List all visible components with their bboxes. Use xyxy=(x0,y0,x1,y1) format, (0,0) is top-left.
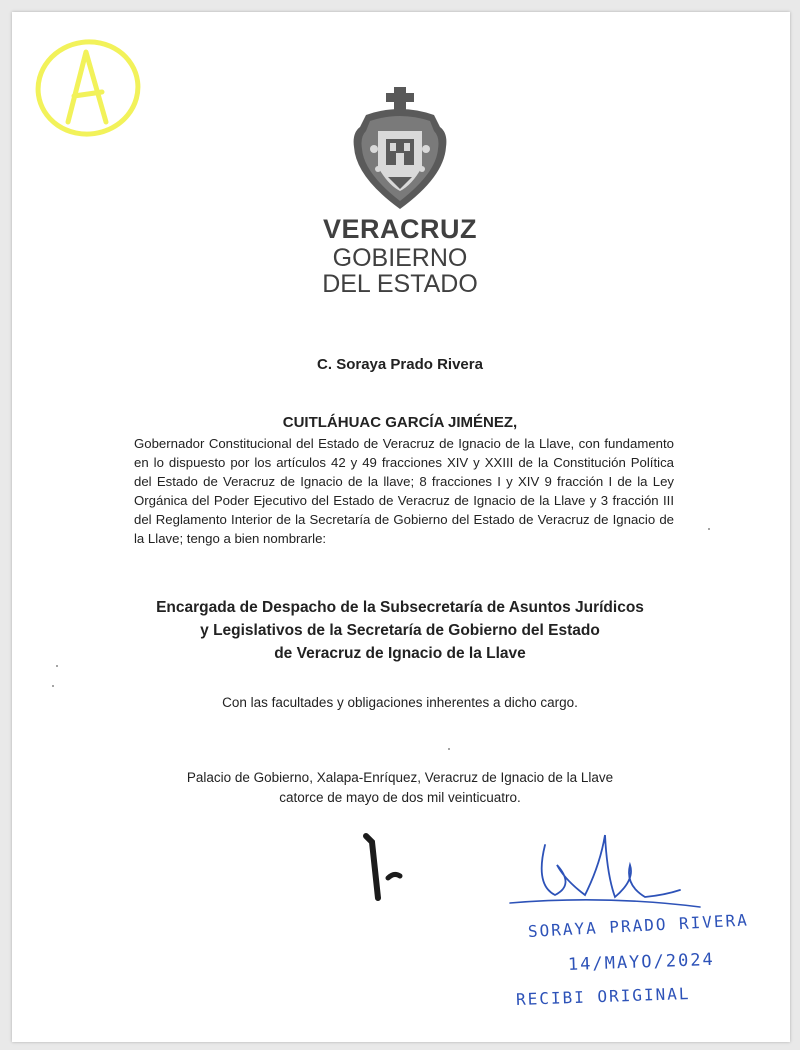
scan-speck xyxy=(708,528,710,530)
addressee-name: C. Soraya Prado Rivera xyxy=(317,356,483,373)
appointment-line-1: Encargada de Despacho de la Subsecretaría de Asuntos Jurídicos xyxy=(156,599,644,616)
handwritten-name: SORAYA PRADO RIVERA xyxy=(527,910,750,941)
handwritten-received-note: RECIBI ORIGINAL xyxy=(515,983,691,1009)
letterhead-veracruz: VERACRUZ xyxy=(322,214,477,244)
scan-speck xyxy=(448,748,450,750)
state-coat-of-arms-logo xyxy=(348,85,452,215)
body-paragraph: Gobernador Constitucional del Estado de Veracruz de Ignacio de la Llave, con fundamento en lo dispuesto por los artículos 42 y 49 fracciones XIV y XXIII de la Constitución Política del Estado de Veracruz de Ignacio de la llave; 8 fracciones I y XIV 9 fracción I de la Ley Orgánica del Poder Ejecutivo del Estado de Veracruz de Ignacio de la Llave y 3 fracción III del Reglamento Interior de la Secretaría de Gobierno del Estado de Veracruz de Ignacio de la Llave; tengo a bien nombrarle: xyxy=(134,436,674,546)
signature-mark xyxy=(360,832,412,902)
letterhead-del-estado: DEL ESTADO xyxy=(322,270,478,298)
issuance-date: catorce de mayo de dos mil veinticuatro. xyxy=(279,790,521,805)
appointment-line-2: y Legislativos de la Secretaría de Gobierno del Estado xyxy=(200,622,600,639)
governor-name: CUITLÁHUAC GARCÍA JIMÉNEZ, xyxy=(282,414,518,431)
scan-speck xyxy=(56,665,58,667)
scan-speck xyxy=(52,685,54,687)
handwritten-date: 14/MAYO/2024 xyxy=(567,949,716,975)
issuance-place: Palacio de Gobierno, Xalapa-Enríquez, Veracruz de Ignacio de la Llave xyxy=(186,770,614,785)
appointment-line-3: de Veracruz de Ignacio de la Llave xyxy=(274,645,526,662)
letterhead-gobierno: GOBIERNO xyxy=(332,244,468,272)
highlighter-annotation-a xyxy=(28,30,146,142)
powers-statement: Con las facultades y obligaciones inherentes a dicho cargo. xyxy=(222,695,578,710)
recipient-signature xyxy=(505,825,705,920)
appointment-title xyxy=(0,596,800,665)
